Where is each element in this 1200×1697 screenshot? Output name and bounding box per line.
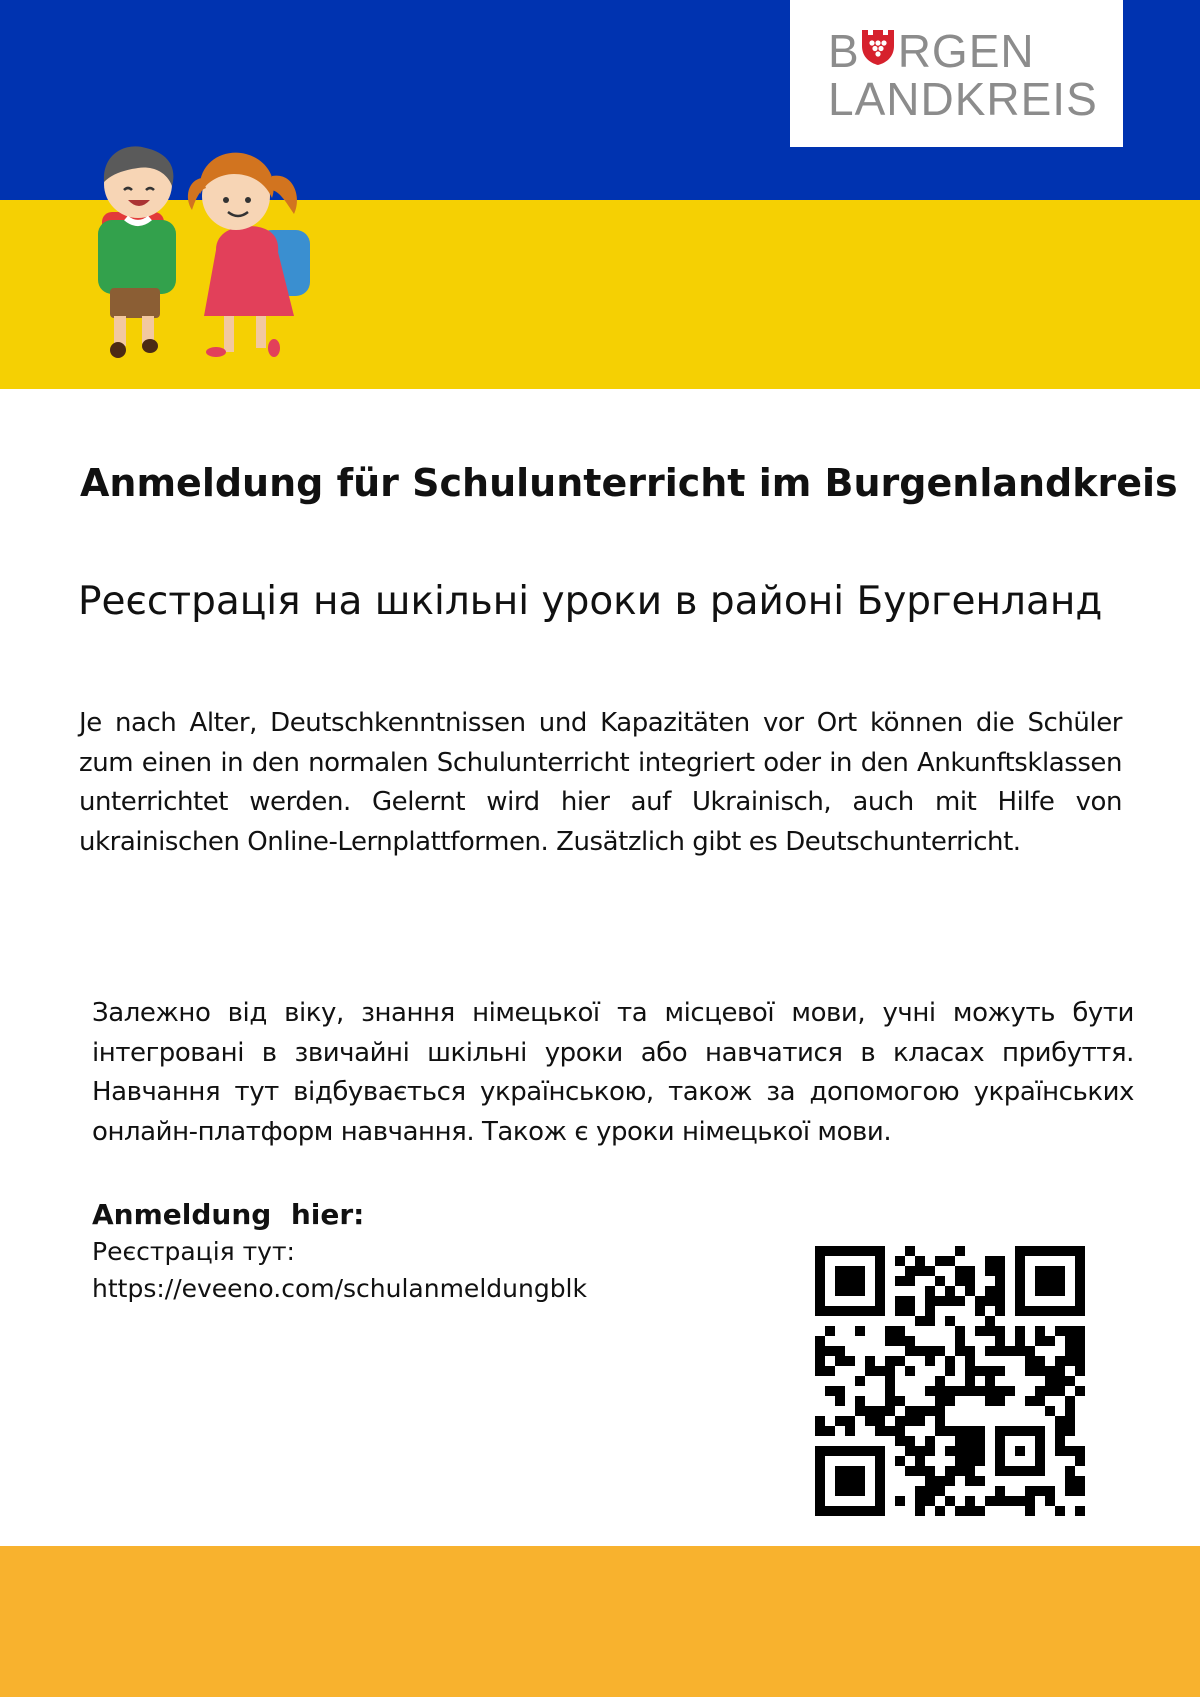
registration-label-ukrainian: Реєстрація тут: [92,1237,295,1266]
paragraph-ukrainian: Залежно від віку, знання німецької та місцевої мови, учні можуть бути інтегровані в звичайні шкільні уроки або навчатися в класах прибуття. Навчання тут відбувається українською, також за допомогою українських онлайн-платформ навчання. Також є уроки німецької мови. [92,998,1134,1147]
logo-line1-rest: RGEN [897,25,1035,77]
children-illustration-icon [88,140,328,380]
registration-heading: Anmeldung hier: [92,1198,365,1231]
footer-band [0,1546,1200,1697]
shield-logo-icon [860,26,896,66]
logo-letter-b: B [828,25,860,77]
logo-line2: LANDKREIS [828,73,1098,125]
registration-url[interactable]: https://eveeno.com/schulanmeldungblk [92,1274,587,1303]
burgenlandkreis-logo [790,0,1123,147]
page-title: Anmeldung für Schulunterricht im Burgenlandkreis [80,461,1178,505]
qr-code-icon[interactable] [815,1246,1085,1516]
logo-line1 [828,25,1035,77]
page-subtitle: Реєстрація на шкільні уроки в районі Бургенланд [78,579,1103,624]
paragraph-german: Je nach Alter, Deutschkenntnissen und Kapazitäten vor Ort können die Schüler zum einen in den normalen Schulunterricht integriert oder in den Ankunftsklassen unterrichtet werden. Gelernt wird hier auf Ukrainisch, auch mit Hilfe von ukrainischen Online-Lernplattformen. Zusätzlich gibt es Deutschunterricht. [79,708,1122,857]
